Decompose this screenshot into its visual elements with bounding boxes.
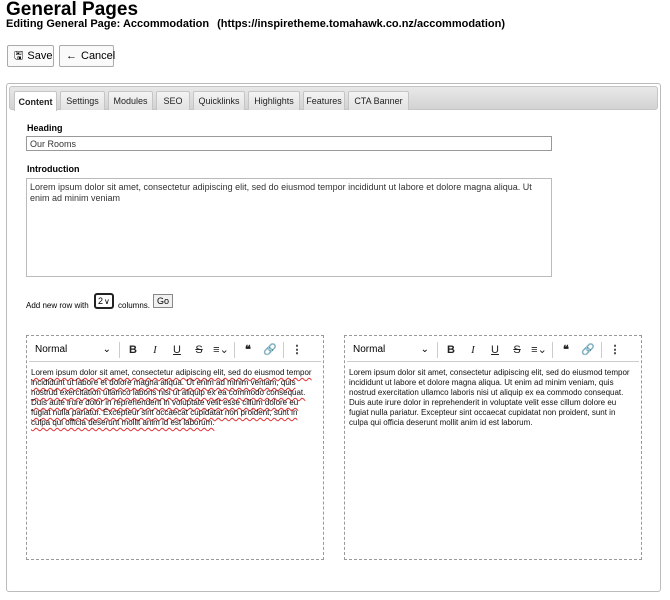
format-select[interactable]	[29, 344, 117, 355]
italic-icon[interactable]: I	[153, 343, 157, 356]
cancel-label: Cancel	[81, 50, 116, 62]
format-value: Normal	[353, 344, 386, 355]
editor-toolbar	[347, 338, 639, 362]
heading-input[interactable]: Our Rooms	[26, 136, 552, 151]
content-panel	[6, 83, 661, 592]
bold-icon[interactable]: B	[447, 343, 455, 356]
format-select[interactable]	[347, 344, 435, 355]
page-url: (https://inspiretheme.tomahawk.co.nz/accommodation)	[217, 18, 505, 30]
bold-icon[interactable]: B	[129, 343, 137, 356]
quote-icon[interactable]: ❝	[245, 344, 251, 356]
italic-icon[interactable]: I	[471, 343, 475, 356]
underline-icon[interactable]: U	[491, 343, 499, 356]
tab-features[interactable]: Features	[303, 91, 345, 110]
tab-seo[interactable]: SEO	[156, 91, 190, 110]
tab-modules[interactable]: Modules	[108, 91, 153, 110]
format-value: Normal	[35, 344, 68, 355]
rich-text-editor-2[interactable]	[344, 335, 642, 560]
editor-toolbar	[29, 338, 321, 362]
underline-icon[interactable]: U	[173, 343, 181, 356]
chevron-down-icon: ⌄	[420, 344, 429, 355]
introduction-textarea[interactable]	[26, 178, 552, 277]
tab-content[interactable]: Content	[14, 91, 57, 111]
align-icon[interactable]: ≡⌄	[213, 344, 229, 356]
tab-settings[interactable]: Settings	[60, 91, 105, 110]
toolbar-divider	[437, 342, 438, 358]
editor-content-2[interactable]: Lorem ipsum dolor sit amet, consectetur adipiscing elit, sed do eiusmod tempor incididunt ut labore et dolore magna aliqua. Ut enim ad minim veniam, quis nostrud exercitation ullamco laboris nisi ut aliquip ex ea commodo consequat. Duis aute irure dolor in reprehenderit in voluptate velit esse cillum dolore eu fugiat nulla pariatur. Excepteur sint occaecat cupidatat non proident, sunt in culpa qui officia deserunt mollit anim id est laborum.	[349, 368, 630, 427]
strikethrough-icon[interactable]: S	[513, 343, 521, 356]
quote-icon[interactable]: ❝	[563, 344, 569, 356]
more-icon[interactable]: ⋮	[291, 344, 303, 356]
save-label: Save	[27, 50, 53, 62]
arrow-left-icon: ←	[66, 49, 77, 62]
toolbar-divider	[283, 342, 284, 358]
introduction-label: Introduction	[27, 164, 80, 174]
columns-value: 2	[98, 296, 104, 306]
heading-label: Heading	[27, 123, 63, 133]
introduction-text: Lorem ipsum dolor sit amet, consectetur adipiscing elit, sed do eiusmod tempor incididunt ut labore et dolore magna aliqua. Ut enim ad minim veniam	[30, 182, 532, 203]
page-subtitle	[6, 18, 505, 31]
link-icon[interactable]: 🔗	[263, 344, 277, 356]
chevron-down-icon: ⌄	[102, 344, 111, 355]
editor-content-1[interactable]: Lorem ipsum dolor sit amet, consectetur adipiscing elit, sed do eiusmod tempor incididunt ut labore et dolore magna aliqua. Ut enim ad minim veniam, quis nostrud exercitation ullamco laboris nisi ut aliquip ex ea commodo consequat. Duis aute irure dolor in reprehenderit in voluptate velit esse cillum dolore eu fugiat nulla pariatur. Excepteur sint occaecat cupidatat non proident, sunt in culpa qui officia deserunt mollit anim id est laborum.	[31, 368, 312, 427]
page-title: General Pages	[6, 0, 139, 20]
align-icon[interactable]: ≡⌄	[531, 344, 547, 356]
more-icon[interactable]: ⋮	[609, 344, 621, 356]
go-button[interactable]: Go	[153, 294, 173, 308]
toolbar-divider	[601, 342, 602, 358]
toolbar-divider	[119, 342, 120, 358]
toolbar-divider	[552, 342, 553, 358]
save-icon: 🖫	[14, 49, 24, 62]
strikethrough-icon[interactable]: S	[195, 343, 203, 356]
tab-bar	[9, 86, 658, 110]
chevron-down-icon: ∨	[104, 296, 110, 306]
add-row-prefix: Add new row with	[26, 301, 89, 310]
save-button[interactable]	[7, 45, 54, 67]
tab-quicklinks[interactable]: Quicklinks	[193, 91, 245, 110]
toolbar-divider	[234, 342, 235, 358]
link-icon[interactable]: 🔗	[581, 344, 595, 356]
columns-select[interactable]	[94, 293, 114, 309]
rich-text-editor-1[interactable]	[26, 335, 324, 560]
tab-highlights[interactable]: Highlights	[248, 91, 300, 110]
tab-cta-banner[interactable]: CTA Banner	[348, 91, 409, 110]
page-subtitle-text: Editing General Page: Accommodation	[6, 18, 210, 30]
add-row-suffix: columns.	[118, 301, 151, 310]
cancel-button[interactable]	[59, 45, 114, 67]
